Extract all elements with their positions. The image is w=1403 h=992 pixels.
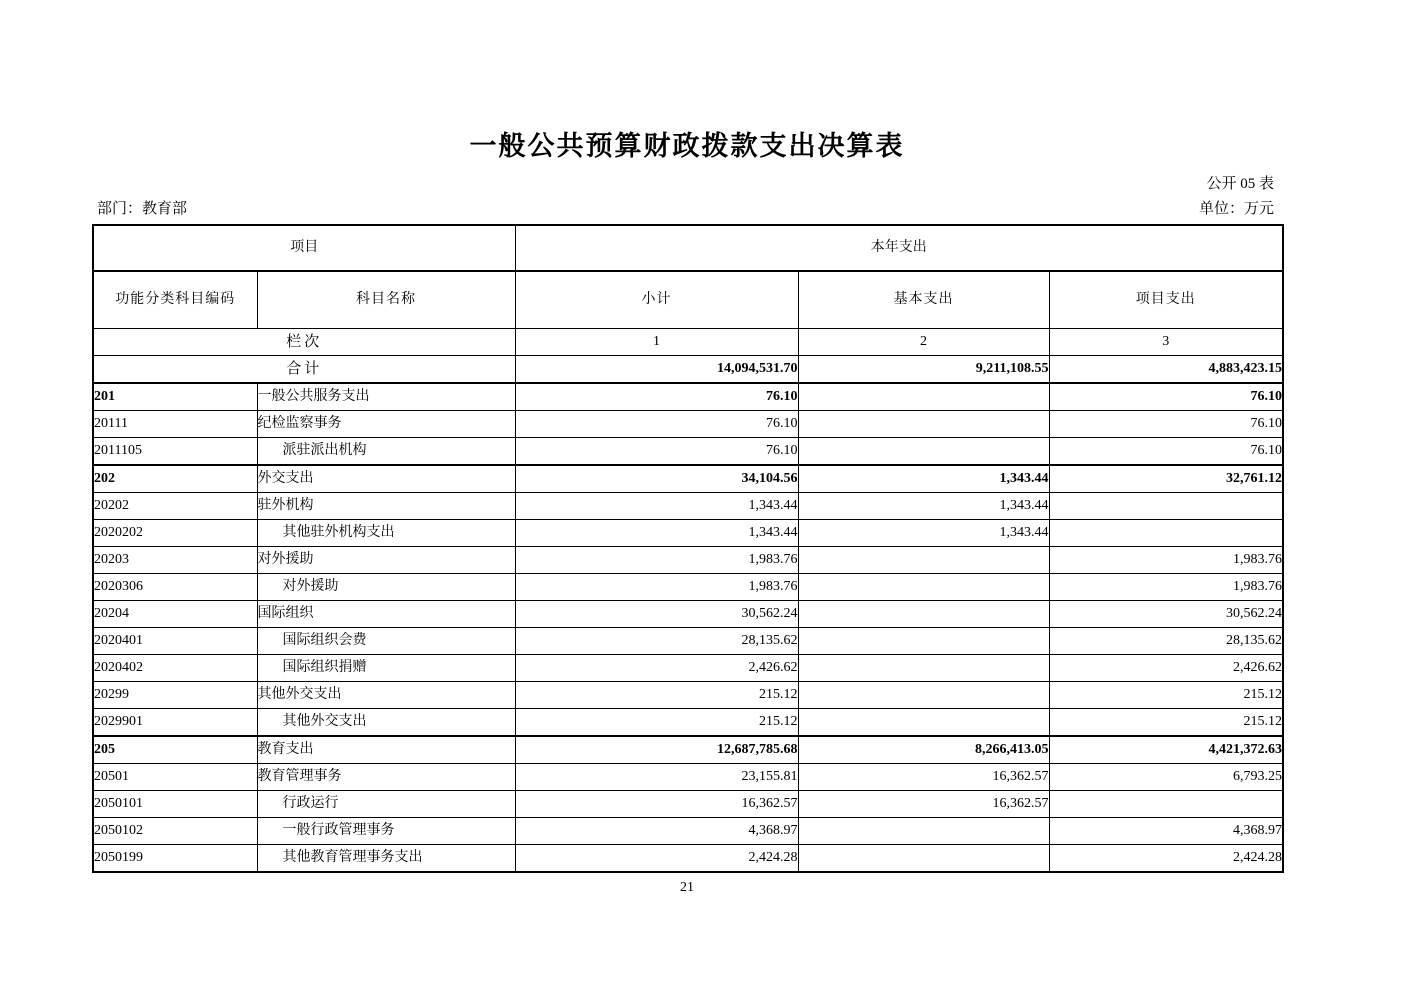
table-row (93, 520, 1283, 547)
total-label-cell: 合计 (93, 356, 515, 384)
header-name-cell: 科目名称 (257, 271, 515, 329)
row-code-cell: 202 (93, 465, 257, 493)
row-basic-cell (798, 411, 1049, 438)
row-basic-cell (798, 438, 1049, 466)
row-code-cell: 2011105 (93, 438, 257, 466)
header-item-group-cell: 项目 (93, 225, 515, 271)
row-name-cell: 教育管理事务 (257, 764, 515, 791)
row-project-cell: 1,983.76 (1049, 547, 1283, 574)
column-index-2-cell: 2 (798, 329, 1049, 356)
table-row (93, 736, 1283, 764)
table-row (93, 383, 1283, 411)
table-row (93, 818, 1283, 845)
page-number: 21 (680, 880, 694, 895)
row-project-cell (1049, 520, 1283, 547)
row-project-cell: 2,426.62 (1049, 655, 1283, 682)
row-name-cell: 其他外交支出 (257, 682, 515, 709)
row-subtotal-cell: 215.12 (515, 682, 798, 709)
row-name-cell: 驻外机构 (257, 493, 515, 520)
row-project-cell: 30,562.24 (1049, 601, 1283, 628)
total-subtotal-cell: 14,094,531.70 (515, 356, 798, 384)
row-code-cell: 2020202 (93, 520, 257, 547)
row-basic-cell (798, 655, 1049, 682)
header-current-year-group-cell: 本年支出 (515, 225, 1283, 271)
row-name-cell: 外交支出 (257, 465, 515, 493)
table-row (93, 655, 1283, 682)
row-project-cell: 215.12 (1049, 682, 1283, 709)
row-subtotal-cell: 76.10 (515, 411, 798, 438)
total-basic-cell: 9,211,108.55 (798, 356, 1049, 384)
row-name-cell: 行政运行 (257, 791, 515, 818)
row-subtotal-cell: 34,104.56 (515, 465, 798, 493)
header-basic-cell: 基本支出 (798, 271, 1049, 329)
row-subtotal-cell: 23,155.81 (515, 764, 798, 791)
column-index-3-cell: 3 (1049, 329, 1283, 356)
row-subtotal-cell: 1,343.44 (515, 520, 798, 547)
table-head-section (93, 225, 1283, 383)
row-basic-cell: 8,266,413.05 (798, 736, 1049, 764)
row-code-cell: 20501 (93, 764, 257, 791)
row-code-cell: 201 (93, 383, 257, 411)
row-basic-cell (798, 574, 1049, 601)
table-row (93, 709, 1283, 737)
table-row (93, 845, 1283, 873)
meta-line (92, 200, 1282, 219)
row-project-cell: 76.10 (1049, 438, 1283, 466)
header-subtotal-cell: 小计 (515, 271, 798, 329)
row-project-cell (1049, 791, 1283, 818)
row-basic-cell: 1,343.44 (798, 493, 1049, 520)
table-row (93, 628, 1283, 655)
row-project-cell (1049, 493, 1283, 520)
row-basic-cell (798, 845, 1049, 873)
table-row (93, 764, 1283, 791)
row-subtotal-cell: 1,983.76 (515, 547, 798, 574)
row-basic-cell (798, 682, 1049, 709)
row-name-cell: 国际组织 (257, 601, 515, 628)
row-subtotal-cell: 215.12 (515, 709, 798, 737)
row-subtotal-cell: 12,687,785.68 (515, 736, 798, 764)
table-row (93, 411, 1283, 438)
row-basic-cell (798, 628, 1049, 655)
header-code-cell: 功能分类科目编码 (93, 271, 257, 329)
row-project-cell: 2,424.28 (1049, 845, 1283, 873)
row-subtotal-cell: 1,983.76 (515, 574, 798, 601)
row-project-cell: 76.10 (1049, 411, 1283, 438)
row-basic-cell: 16,362.57 (798, 764, 1049, 791)
row-project-cell: 6,793.25 (1049, 764, 1283, 791)
row-subtotal-cell: 1,343.44 (515, 493, 798, 520)
table-row (93, 493, 1283, 520)
row-code-cell: 20203 (93, 547, 257, 574)
row-code-cell: 2020306 (93, 574, 257, 601)
row-name-cell: 一般行政管理事务 (257, 818, 515, 845)
row-code-cell: 20299 (93, 682, 257, 709)
column-index-1-cell: 1 (515, 329, 798, 356)
row-subtotal-cell: 2,426.62 (515, 655, 798, 682)
row-name-cell: 其他驻外机构支出 (257, 520, 515, 547)
row-subtotal-cell: 4,368.97 (515, 818, 798, 845)
row-project-cell: 215.12 (1049, 709, 1283, 737)
row-project-cell: 32,761.12 (1049, 465, 1283, 493)
row-basic-cell (798, 601, 1049, 628)
row-name-cell: 对外援助 (257, 574, 515, 601)
row-project-cell: 4,421,372.63 (1049, 736, 1283, 764)
row-code-cell: 20202 (93, 493, 257, 520)
row-subtotal-cell: 28,135.62 (515, 628, 798, 655)
row-subtotal-cell: 76.10 (515, 438, 798, 466)
column-index-row (93, 329, 1283, 356)
table-row (93, 682, 1283, 709)
row-subtotal-cell: 2,424.28 (515, 845, 798, 873)
header-group-row (93, 225, 1283, 271)
table-row (93, 465, 1283, 493)
row-name-cell: 教育支出 (257, 736, 515, 764)
table-row (93, 574, 1283, 601)
row-project-cell: 76.10 (1049, 383, 1283, 411)
row-code-cell: 205 (93, 736, 257, 764)
row-basic-cell: 1,343.44 (798, 465, 1049, 493)
header-project-cell: 项目支出 (1049, 271, 1283, 329)
row-name-cell: 纪检监察事务 (257, 411, 515, 438)
row-code-cell: 2050199 (93, 845, 257, 873)
document-content (92, 0, 1282, 896)
row-basic-cell (798, 818, 1049, 845)
row-basic-cell: 1,343.44 (798, 520, 1049, 547)
expenditure-table (92, 224, 1284, 873)
row-code-cell: 2029901 (93, 709, 257, 737)
row-basic-cell (798, 383, 1049, 411)
header-columns-row (93, 271, 1283, 329)
row-code-cell: 20111 (93, 411, 257, 438)
table-row (93, 791, 1283, 818)
department-label: 部门：教育部 (97, 201, 188, 217)
row-code-cell: 2020402 (93, 655, 257, 682)
row-project-cell: 4,368.97 (1049, 818, 1283, 845)
page-title: 一般公共预算财政拨款支出决算表 (469, 131, 905, 161)
column-index-label-cell: 栏次 (93, 329, 515, 356)
row-project-cell: 1,983.76 (1049, 574, 1283, 601)
total-project-cell: 4,883,423.15 (1049, 356, 1283, 384)
row-subtotal-cell: 30,562.24 (515, 601, 798, 628)
table-row (93, 601, 1283, 628)
row-subtotal-cell: 16,362.57 (515, 791, 798, 818)
row-basic-cell (798, 709, 1049, 737)
form-code-label: 公开 05 表 (1206, 176, 1274, 192)
row-subtotal-cell: 76.10 (515, 383, 798, 411)
table-row (93, 547, 1283, 574)
row-name-cell: 国际组织会费 (257, 628, 515, 655)
unit-label: 单位：万元 (1198, 201, 1274, 217)
row-name-cell: 一般公共服务支出 (257, 383, 515, 411)
row-code-cell: 2050102 (93, 818, 257, 845)
row-project-cell: 28,135.62 (1049, 628, 1283, 655)
table-body (93, 383, 1283, 872)
grand-total-row (93, 356, 1283, 384)
row-code-cell: 2050101 (93, 791, 257, 818)
table-row (93, 438, 1283, 466)
row-basic-cell (798, 547, 1049, 574)
row-name-cell: 其他教育管理事务支出 (257, 845, 515, 873)
row-name-cell: 国际组织捐赠 (257, 655, 515, 682)
row-name-cell: 派驻派出机构 (257, 438, 515, 466)
row-name-cell: 其他外交支出 (257, 709, 515, 737)
row-code-cell: 20204 (93, 601, 257, 628)
row-code-cell: 2020401 (93, 628, 257, 655)
row-name-cell: 对外援助 (257, 547, 515, 574)
row-basic-cell: 16,362.57 (798, 791, 1049, 818)
